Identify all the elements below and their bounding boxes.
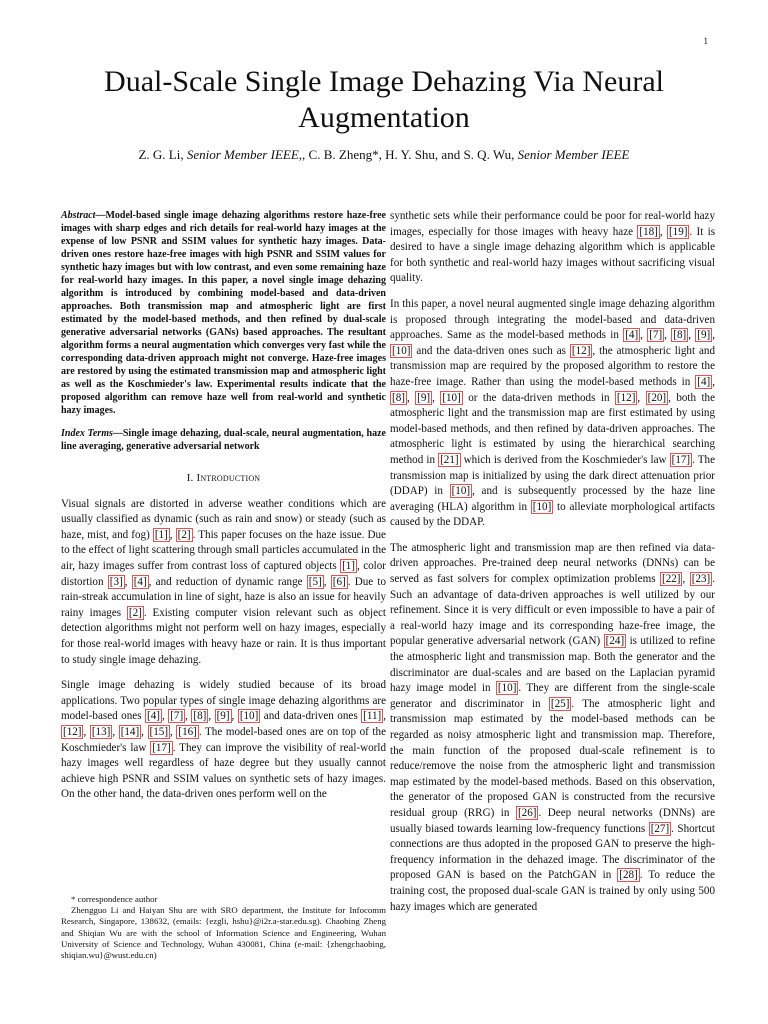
author-line bbox=[40, 147, 728, 163]
paragraph-text: , bbox=[169, 528, 176, 541]
paragraph-text: The atmospheric light and transmission map are then refined via data-driven approaches. Pre-trained deep neural networks (DNNs) can be served as fast solvers for complex optimization problems bbox=[390, 541, 715, 586]
citation-link[interactable]: [25] bbox=[550, 697, 570, 710]
paragraph-text: , bbox=[83, 725, 90, 738]
paragraph-text: , bbox=[124, 575, 132, 588]
paragraph-text: . Deep neural networks (DNNs) are usually biased towards learning low-frequency functions bbox=[390, 806, 716, 835]
citation-link[interactable]: [23] bbox=[691, 573, 711, 586]
paragraph-text: . It is desired to have a single image dehazing algorithm which is applicable for both synthetic and real-world hazy images without sacrificing visual quality. bbox=[390, 225, 716, 285]
paragraph bbox=[390, 541, 715, 915]
paragraph-text: . Such an advantage of data-driven approaches is well utilized by our refinement. Since it is very difficult or even impossible to have a pair of a real-world hazy image and its corresponding haze-free image, the popular generative adversarial network (GAN) bbox=[390, 573, 716, 648]
citation-link[interactable]: [4] bbox=[147, 710, 160, 723]
paragraph-text: and data-driven ones bbox=[260, 710, 362, 723]
citation-link[interactable]: [17] bbox=[671, 453, 691, 466]
paragraph-text: , bbox=[640, 329, 648, 342]
citation-link[interactable]: [4] bbox=[133, 575, 147, 588]
citation-link[interactable]: [2] bbox=[128, 606, 142, 619]
author-role-2: Senior Member IEEE bbox=[517, 147, 630, 162]
paragraph-text: , bbox=[712, 375, 715, 388]
paragraph-text: or the data-driven methods in bbox=[462, 391, 615, 404]
paragraph-text: , both the atmospheric light and the transmission map are first estimated by using model-based methods, and then refined by data-driven approaches. The atmospheric light is estimated by using the hierarchical searching method in bbox=[390, 391, 716, 466]
paragraph-text: . Existing computer vision relevant such as object detection algorithms might not perform well on hazy images, especially for those real-world images with heavy haze or rain. It is thus important to study single image dehazing. bbox=[61, 606, 386, 666]
citation-link[interactable]: [27] bbox=[650, 822, 670, 835]
paragraph-text: . Due to rain-streak accumulation in line of sight, haze is also an issue for heavily rainy images bbox=[61, 575, 387, 619]
citation-link[interactable]: [8] bbox=[193, 710, 207, 723]
citation-link[interactable]: [14] bbox=[120, 725, 140, 738]
citation-link[interactable]: [10] bbox=[497, 682, 517, 695]
paragraph bbox=[390, 209, 715, 287]
paragraph-text: , bbox=[323, 575, 331, 588]
citation-link[interactable]: [24] bbox=[605, 635, 625, 648]
index-terms-label: Index Terms bbox=[61, 428, 113, 439]
paragraph-text: , bbox=[688, 329, 696, 342]
citation-link[interactable]: [28] bbox=[619, 869, 638, 882]
citation-link[interactable]: [21] bbox=[440, 453, 459, 466]
paragraph-text: , bbox=[383, 710, 386, 723]
paragraph-text: is utilized to refine the atmospheric light and transmission map. Both the generator and the discriminator are dual-scales and are based on the Laplacian pyramid hazy image model in bbox=[390, 635, 716, 695]
citation-link[interactable]: [22] bbox=[662, 573, 681, 586]
citation-link[interactable]: [26] bbox=[517, 806, 537, 819]
paragraph-text: Single image dehazing is widely studied because of its broad applications. Two popular types of single image dehazing algorithms are model-based ones bbox=[61, 679, 386, 723]
paragraph bbox=[61, 678, 386, 803]
citation-link[interactable]: [19] bbox=[668, 225, 688, 238]
paragraph-text: , bbox=[712, 329, 716, 342]
paragraph bbox=[390, 297, 715, 531]
citation-link[interactable]: [11] bbox=[363, 710, 382, 723]
citation-link[interactable]: [8] bbox=[673, 329, 687, 342]
footnote-affiliations: Zhengguo Li and Haiyan Shu are with SRO department, the Institute for Infocomm Research, Singapore, 138632, (emails: {ezgli, hshu}@i2r.a-star.edu.sg). Chaobing Zheng and Shiqian Wu are with the school of Information Science and Engineering, Wuhan University of Science and Technology, Wuhan 430081, China (e-mail: {zhengchaobing, shiqian.wu}@wust.edu.cn) bbox=[61, 905, 386, 961]
paragraph-text: , bbox=[432, 391, 441, 404]
paragraph-text: , color distortion bbox=[61, 559, 386, 588]
citation-link[interactable]: [5] bbox=[308, 575, 322, 588]
citation-link[interactable]: [10] bbox=[532, 500, 552, 513]
paragraph-text: . They can improve the visibility of real-world hazy images well regardless of haze degree but they usually cannot achieve high PSNR and SSIM values on synthetic sets of hazy images. On the other hand, the data-driven ones perform well on the bbox=[61, 741, 387, 801]
citation-link[interactable]: [9] bbox=[697, 329, 711, 342]
paragraph-text: and the data-driven ones such as bbox=[412, 344, 570, 357]
paragraph-text: , bbox=[406, 391, 416, 404]
citation-link[interactable]: [9] bbox=[216, 710, 230, 723]
index-terms bbox=[61, 427, 386, 453]
citation-link[interactable]: [12] bbox=[616, 391, 636, 404]
paragraph-text: , bbox=[141, 725, 148, 738]
paragraph-text: , bbox=[231, 710, 238, 723]
citation-link[interactable]: [10] bbox=[239, 710, 259, 723]
index-terms-text: —Single image dehazing, dual-scale, neural augmentation, haze line averaging, generative adversarial network bbox=[61, 428, 386, 452]
citation-link[interactable]: [6] bbox=[332, 575, 346, 588]
citation-link[interactable]: [8] bbox=[392, 391, 405, 404]
paragraph-text: , and is subsequently processed by the haze line averaging (HLA) algorithm in bbox=[390, 485, 715, 513]
citation-link[interactable]: [9] bbox=[417, 391, 431, 404]
paragraph-text: , bbox=[170, 725, 177, 738]
paragraph-text: . They are different from the single-scale generator and discriminator in bbox=[390, 682, 716, 710]
citation-link[interactable]: [20] bbox=[647, 391, 667, 404]
citation-link[interactable]: [16] bbox=[178, 725, 197, 738]
paragraph-text: , bbox=[185, 710, 192, 723]
citation-link[interactable]: [10] bbox=[442, 391, 461, 404]
citation-link[interactable]: [10] bbox=[392, 344, 411, 357]
citation-link[interactable]: [7] bbox=[170, 710, 184, 723]
left-column bbox=[61, 209, 386, 813]
paragraph bbox=[61, 497, 386, 669]
paragraph-text: . This paper focuses on the haze issue. Due to the effect of light scattering through small particles accumulated in the air, hazy images suffer from contrast loss of captured objects bbox=[61, 528, 386, 572]
section-number: I. bbox=[186, 472, 197, 484]
citation-link[interactable]: [13] bbox=[91, 725, 111, 738]
footnote-correspondence: * correspondence author bbox=[71, 894, 158, 904]
paragraph-text: , bbox=[682, 573, 690, 586]
citation-link[interactable]: [1] bbox=[342, 559, 355, 572]
paragraph-text: . To reduce the training cost, the proposed dual-scale GAN is trained by only using 500 hazy images which are generated bbox=[390, 869, 715, 913]
paragraph-text: . The transmission map is initialized by using the dark direct attenuation prior (DDAP) in bbox=[390, 453, 716, 498]
citation-link[interactable]: [15] bbox=[149, 725, 169, 738]
paragraph-text: , and reduction of dynamic range bbox=[148, 575, 307, 588]
citation-link[interactable]: [2] bbox=[177, 528, 191, 541]
citation-link[interactable]: [7] bbox=[649, 329, 663, 342]
citation-link[interactable]: [4] bbox=[697, 375, 711, 388]
section-heading bbox=[61, 471, 386, 487]
citation-link[interactable]: [17] bbox=[152, 741, 171, 754]
paragraph-text: Visual signals are distorted in adverse weather conditions which are usually classified as dynamic (such as rain and snow) or steady (such as haze, mist, and fog) bbox=[61, 497, 386, 541]
paragraph-text: to alleviate morphological artifacts caused by the DDAP. bbox=[390, 500, 715, 529]
paragraph-text: . The model-based ones are on top of the Koschmieder's law bbox=[61, 725, 386, 754]
paragraph-text: In this paper, a novel neural augmented single image dehazing algorithm is proposed through integrating the model-based and data-driven approaches. Same as the model-based methods in bbox=[390, 297, 715, 342]
paragraph-text: , bbox=[112, 725, 119, 738]
paragraph-text: , bbox=[664, 329, 672, 342]
citation-link[interactable]: [4] bbox=[625, 329, 639, 342]
citation-link[interactable]: [1] bbox=[154, 528, 168, 541]
paper-title: Dual-Scale Single Image Dehazing Via Neural Augmentation bbox=[104, 65, 664, 134]
paragraph-text: , bbox=[637, 391, 646, 404]
section-title: Introduction bbox=[196, 472, 261, 484]
paragraph-text: , the atmospheric light and transmission map are required by the proposed algorithm to restore the haze-free image. Rather than using the model-based methods in bbox=[390, 344, 715, 388]
right-column bbox=[390, 209, 715, 925]
paragraph-text: . The atmospheric light and transmission map estimated by the model-based methods can be regarded as noisy atmospheric light and transmission map. Therefore, the main function of the proposed dual-scale refinement is to reduce/remove the noise from the atmospheric light and transmission map estimated by the model-based methods. Based on this observation, the generator of the proposed GAN is constructed from the recursive residual group (RRG) in bbox=[390, 697, 715, 819]
author-names-1: Z. G. Li, bbox=[138, 147, 187, 162]
abstract bbox=[61, 209, 386, 417]
author-role-1: Senior Member IEEE, bbox=[186, 147, 303, 162]
citation-link[interactable]: [10] bbox=[451, 485, 471, 498]
paragraph-text: , bbox=[161, 710, 169, 723]
citation-link[interactable]: [18] bbox=[639, 225, 658, 238]
paragraph-text: which is derived from the Koschmieder's law bbox=[460, 453, 670, 466]
paragraph-text: . Shortcut connections are thus adopted in the proposed GAN to preserve the high-frequency information in the dehazed image. The discriminator of the proposed GAN is based on the PatchGAN in bbox=[390, 822, 716, 882]
abstract-label: Abstract bbox=[61, 210, 96, 221]
author-names-2: , C. B. Zheng*, H. Y. Shu, and S. Q. Wu, bbox=[302, 147, 518, 162]
page-number: 1 bbox=[703, 36, 708, 46]
paragraph-text: synthetic sets while their performance could be poor for real-world hazy images, especially for those images with heavy haze bbox=[390, 210, 715, 238]
footnote bbox=[61, 894, 386, 961]
paragraph-text: , bbox=[659, 225, 667, 238]
abstract-text: —Model-based single image dehazing algorithms restore haze-free images with sharp edges and rich details for real-world hazy images at the expense of low PSNR and SSIM values for synthetic hazy images. Data-driven ones restore haze-free images with high PSNR and SSIM values for synthetic hazy images but with low contrast, and even some remaining haze for real-world hazy images. In this paper, a novel single image dehazing algorithm is introduced by combining model-based and data-driven approaches. Both transmission map and atmospheric light are first estimated by the model-based methods, and then refined by dual-scale generative adversarial networks (GANs) based approaches. The resultant algorithm forms a neural augmentation which converges very fast while the corresponding data-driven approach might not converge. Haze-free images are restored by using the estimated transmission map and atmospheric light as well as the Koschmieder's law. Experimental results indicate that the proposed algorithm can remove haze well from real-world and synthetic hazy images. bbox=[61, 210, 386, 416]
paragraph-text: , bbox=[208, 710, 215, 723]
citation-link[interactable]: [12] bbox=[63, 725, 82, 738]
citation-link[interactable]: [3] bbox=[109, 575, 123, 588]
citation-link[interactable]: [12] bbox=[571, 344, 591, 357]
